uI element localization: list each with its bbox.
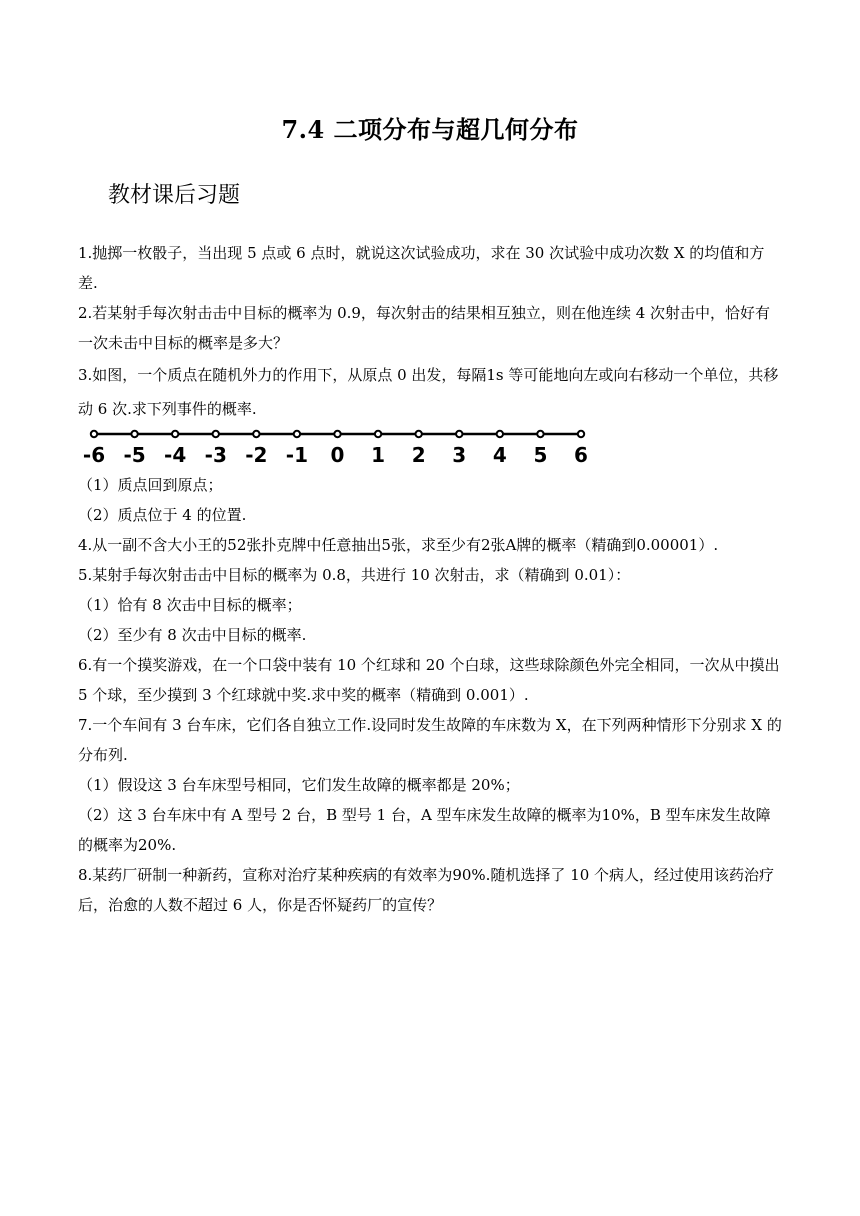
number-line-point <box>131 431 137 437</box>
number-line-label: 1 <box>371 443 386 467</box>
number-line-point <box>213 431 219 437</box>
number-line-figure <box>78 428 598 470</box>
problem-5: 5.某射手每次射击击中目标的概率为 0.8，共进行 10 次射击，求（精确到 0.01）： <box>78 566 631 584</box>
number-line-point <box>497 431 503 437</box>
number-line-label: -5 <box>123 443 146 467</box>
number-line-label: 4 <box>492 443 507 467</box>
number-line-label: 3 <box>452 443 467 467</box>
number-line-point <box>253 431 259 437</box>
number-line-point <box>375 431 381 437</box>
problem-3-part-2: （2）质点位于 4 的位置. <box>78 506 247 524</box>
problem-5-part-2: （2）至少有 8 次击中目标的概率. <box>78 626 307 644</box>
section-heading: 教材课后习题 <box>108 183 241 208</box>
problem-8: 8.某药厂研制一种新药，宣称对治疗某种疾病的有效率为90%.随机选择了 10 个病人，经过使用该药治疗后，治愈的人数不超过 6 人，你是否怀疑药厂的宣传？ <box>78 866 775 914</box>
number-line-label: -6 <box>82 443 106 467</box>
page-title: 7.4 二项分布与超几何分布 <box>281 115 579 144</box>
problem-3-part-1: （1）质点回到原点； <box>78 476 223 494</box>
number-line-point <box>415 431 421 437</box>
number-line-label: -2 <box>245 443 268 467</box>
number-line-point <box>456 431 462 437</box>
problem-5-part-1: （1）恰有 8 次击中目标的概率； <box>78 596 302 614</box>
number-line-point <box>294 431 300 437</box>
number-line-point <box>578 431 584 437</box>
problem-2: 2.若某射手每次射击击中目标的概率为 0.9，每次射击的结果相互独立，则在他连续 4 次射击中，恰好有一次未击中目标的概率是多大？ <box>78 304 771 352</box>
number-line-label: 0 <box>330 443 345 467</box>
number-line-label: -3 <box>204 443 227 467</box>
problem-list <box>78 238 784 920</box>
problem-7-part-2: （2）这 3 台车床中有 A 型号 2 台，B 型号 1 台，A 型车床发生故障的概率为10%，B 型车床发生故障的概率为20%. <box>78 806 771 854</box>
problem-4: 4.从一副不含大小王的52张扑克牌中任意抽出5张，求至少有2张A牌的概率（精确到0.00001）. <box>78 536 719 554</box>
number-line-label: 6 <box>574 443 588 467</box>
number-line-point <box>172 431 178 437</box>
number-line-label: 5 <box>533 443 548 467</box>
number-line-point <box>537 431 543 437</box>
problem-7-part-1: （1）假设这 3 台车床型号相同，它们发生故障的概率都是 20%； <box>78 776 520 794</box>
number-line-label: 2 <box>411 443 426 467</box>
number-line-label: -4 <box>164 443 187 467</box>
number-line-label: -1 <box>285 443 309 467</box>
problem-6: 6.有一个摸奖游戏，在一个口袋中装有 10 个红球和 20 个白球，这些球除颜色外完全相同，一次从中摸出 5 个球，至少摸到 3 个红球就中奖.求中奖的概率（精确到 0.001）. <box>78 656 780 704</box>
problem-7: 7.一个车间有 3 台车床，它们各自独立工作.设同时发生故障的车床数为 X，在下列两种情形下分别求 X 的分布列. <box>78 716 782 764</box>
number-line-point <box>334 431 340 437</box>
problem-1: 1.抛掷一枚骰子，当出现 5 点或 6 点时，就说这次试验成功，求在 30 次试验中成功次数 X 的均值和方差. <box>78 244 765 292</box>
number-line-point <box>91 431 97 437</box>
problem-3: 3.如图，一个质点在随机外力的作用下，从原点 0 出发，每隔1s 等可能地向左或向右移动一个单位，共移动 6 次.求下列事件的概率. <box>78 366 779 418</box>
